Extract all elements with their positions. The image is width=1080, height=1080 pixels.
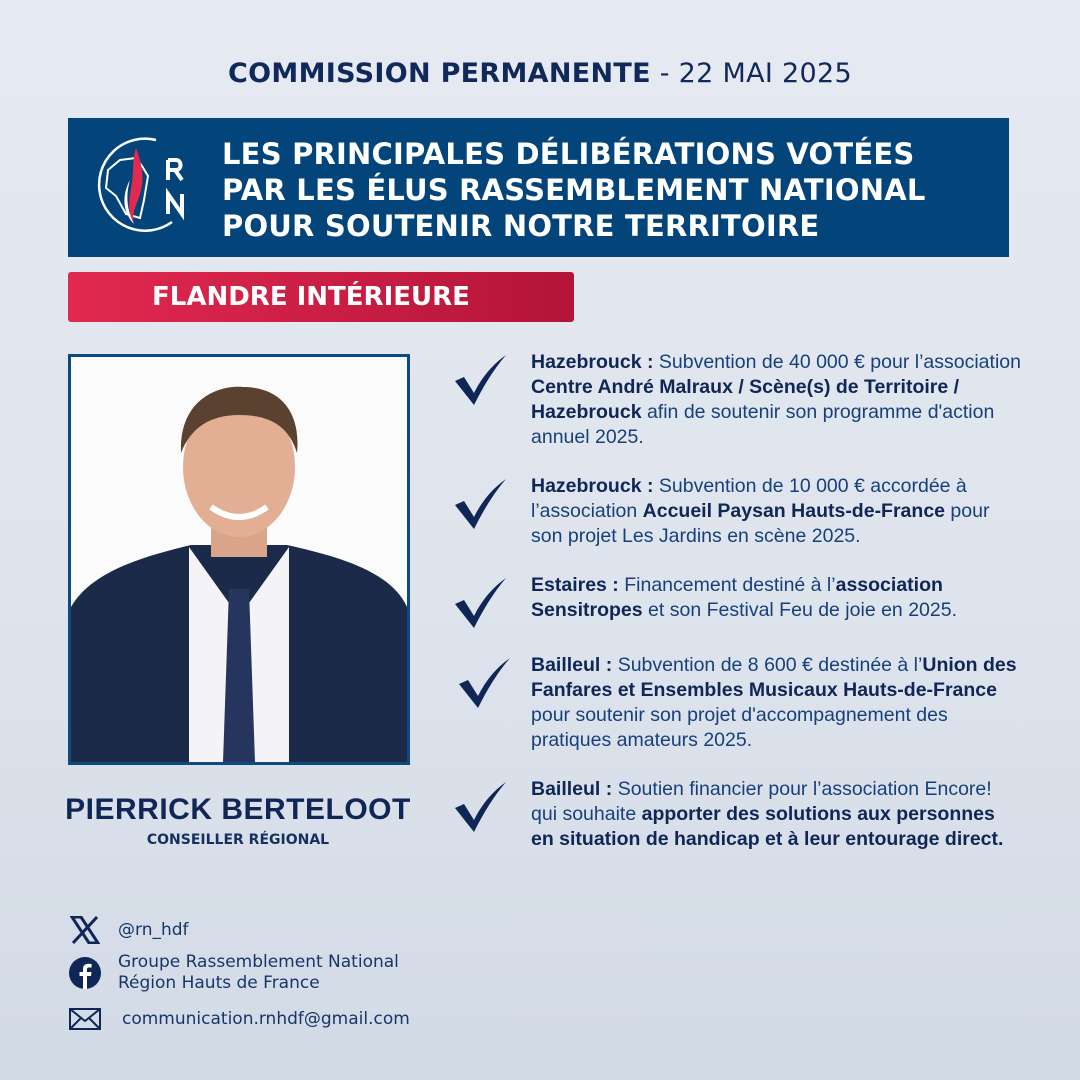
facebook-icon	[68, 956, 102, 990]
portrait-photo	[68, 354, 410, 765]
text-segment: Soutien financier pour l’association Encore! qui souhaite	[531, 778, 992, 825]
text-segment: Subvention de 10 000 € accordée à l’association	[531, 475, 967, 522]
contact-email[interactable]	[68, 1002, 410, 1036]
header-banner	[68, 118, 1009, 257]
contact-facebook[interactable]	[68, 952, 399, 994]
text-segment: pour soutenir son projet d'accompagnement des pratiques amateurs 2025.	[531, 704, 948, 751]
x-handle[interactable]: @rn_hdf	[118, 920, 189, 940]
deliberation-item	[452, 777, 1032, 852]
headline-line: PAR LES ÉLUS RASSEMBLEMENT NATIONAL	[222, 173, 926, 207]
banner-headline	[222, 136, 926, 244]
person-role: CONSEILLER RÉGIONAL	[146, 832, 330, 848]
checkmark-icon	[452, 576, 508, 632]
headline-line: POUR SOUTENIR NOTRE TERRITOIRE	[222, 209, 820, 243]
mail-icon	[68, 1002, 102, 1036]
text-segment: et son Festival Feu de joie en 2025.	[642, 599, 957, 621]
deliberation-text	[531, 474, 1021, 549]
deliberation-item	[452, 573, 1032, 629]
bold-segment: Accueil Paysan Hauts-de-France	[642, 500, 946, 522]
text-segment: Subvention de 8 600 € destinée à l’	[612, 654, 923, 676]
headline-line: LES PRINCIPALES DÉLIBÉRATIONS VOTÉES	[222, 137, 915, 171]
deliberation-text	[531, 350, 1021, 450]
bold-segment: apporter des solutions aux personnes en situation de handicap et à leur entourage direct.	[531, 803, 1004, 850]
bold-segment: Centre André Malraux / Scène(s) de Territoire / Hazebrouck	[531, 376, 960, 423]
deliberation-text	[531, 653, 1021, 753]
deliberation-text	[531, 777, 1021, 852]
x-logo-icon	[68, 913, 102, 947]
checkmark-icon	[452, 780, 508, 836]
title-bold: COMMISSION PERMANENTE	[228, 58, 651, 89]
checkmark-icon	[452, 353, 508, 409]
bold-segment: Hazebrouck :	[531, 475, 654, 497]
text-segment: Subvention de 40 000 € pour l’association	[658, 351, 1021, 373]
bold-segment: association Sensitropes	[531, 574, 943, 621]
facebook-line: Région Hauts de France	[118, 973, 320, 993]
checkmark-icon	[452, 477, 508, 533]
contact-x[interactable]	[68, 913, 189, 947]
checkmark-icon	[456, 656, 512, 712]
deliberation-text	[531, 573, 1021, 623]
text-segment: Financement destiné à l’	[618, 574, 836, 596]
region-label: FLANDRE INTÉRIEURE	[68, 272, 574, 322]
email-address[interactable]: communication.rnhdf@gmail.com	[122, 1009, 410, 1029]
facebook-line: Groupe Rassemblement National	[118, 952, 399, 972]
bold-segment: Union des Fanfares et Ensembles Musicaux Hauts-de-France	[531, 654, 1017, 701]
bold-segment: Hazebrouck :	[531, 351, 659, 373]
person-name: PIERRICK BERTELOOT	[65, 793, 411, 826]
title-date: - 22 MAI 2025	[650, 58, 852, 89]
deliberation-item	[452, 474, 1032, 549]
bold-segment: Bailleul :	[531, 778, 613, 800]
bold-segment: Bailleul :	[531, 654, 613, 676]
deliberation-item	[452, 350, 1032, 450]
deliberations-list	[452, 350, 1032, 876]
bold-segment: Estaires :	[531, 574, 619, 596]
deliberation-item	[452, 653, 1032, 753]
facebook-page[interactable]	[118, 952, 399, 994]
rn-logo-icon	[86, 130, 198, 242]
text-segment: afin de soutenir son programme d'action annuel 2025.	[531, 401, 995, 448]
text-segment: pour son projet Les Jardins en scène 2025.	[531, 500, 990, 547]
page-title	[0, 58, 1080, 89]
